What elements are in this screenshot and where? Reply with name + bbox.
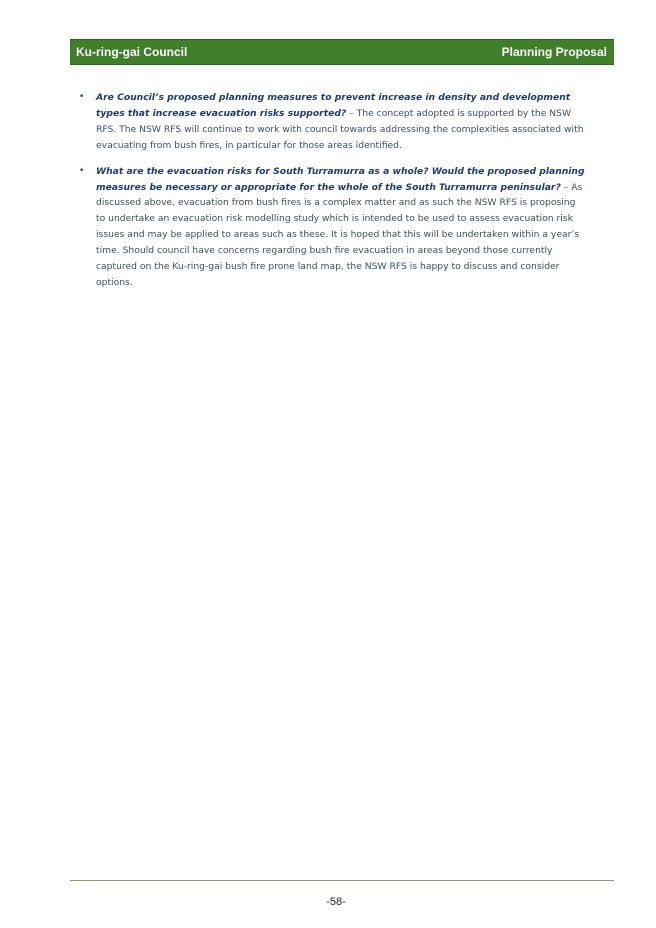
footer-divider [70, 880, 614, 881]
list-item [76, 164, 586, 291]
document-title: Planning Proposal [501, 45, 607, 59]
bullet-icon: • [79, 165, 85, 176]
page-header [70, 39, 614, 65]
page-number: -58- [326, 896, 346, 908]
answer-text: – The concept adopted is supported by the NSW RFS. The NSW RFS will continue to work with council towards addressing the complexities associated with evacuating from bush fires, in particular for those areas identified. [96, 107, 584, 151]
bullet-icon: • [79, 92, 85, 102]
council-name: Ku-ring-gai Council [76, 45, 188, 59]
question-text: What are the evacuation risks for South Turramurra as a whole? Would the proposed planning measures be necessary or appropriate for the whole of the South Turramurra peninsular? [96, 165, 585, 193]
document-body [76, 90, 586, 301]
answer-text: – As discussed above, evacuation from bush fires is a complex matter and as such the NSW RFS is proposing to undertake an evacuation risk modelling study which is intended to be used to assess evacuation risk issues and may be applied to areas such as these. It is hoped that this will be undertaken within a year’s time. Should council have concerns regarding bush fire evacuation in areas beyond those currently captured on the Ku-ring-gai bush fire prone land map, the NSW RFS is happy to discuss and consider options. [96, 181, 583, 288]
list-item [76, 90, 586, 154]
question-text: Are Council’s proposed planning measures to prevent increase in density and development types that increase evacuation risks supported? [96, 92, 571, 119]
